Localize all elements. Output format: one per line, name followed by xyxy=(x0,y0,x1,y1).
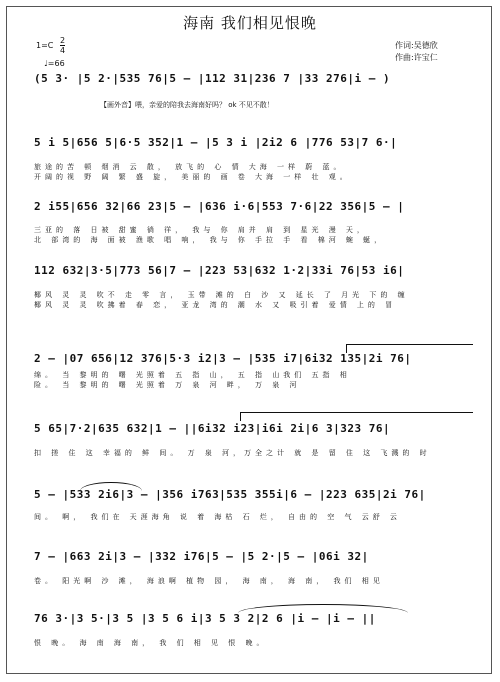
notation-line: 112 632|3·5|773 56|7 – |223 53|632 1·2|33i 76|53 i6| xyxy=(34,264,405,277)
tempo-marking: ♩=66 xyxy=(44,59,65,68)
lyric-line: 卷。 阳光啊 沙 滩， 海浪啊 植物 园， 海 南， 海 南， 我们 相见 xyxy=(34,577,384,585)
lyric-line: 绵。 当 黎明的 曙 光照着 五 指 山， 五 指 山我们 五指 相 xyxy=(34,371,351,379)
time-signature-bottom: 4 xyxy=(59,46,66,55)
key-signature: 1=C xyxy=(36,41,54,50)
volta-bracket xyxy=(240,412,473,421)
notation-line: 5 – |533 2i6|3 – |356 i763|535 355i|6 – |223 635|2i 76| xyxy=(34,488,426,501)
lyricist-credit: 作词:吴德欣 xyxy=(395,41,438,50)
lyric-line: 扣 搓 住 这 幸福的 鲜 间。 万 泉 河，万全之计 就 是 留 住 这 飞溅的 时 xyxy=(34,449,431,457)
credits xyxy=(395,40,438,64)
spoken-interlude: 【画外音】喂，亲爱的陪我去海南好吗？ ok 不见不散！ xyxy=(100,101,274,109)
lyric-line: 间。 啊， 我们在 天涯海角 说 着 海枯 石 烂， 自由的 空 气 云舒 云 xyxy=(34,513,401,521)
notation-line: 76 3·|3 5·|3 5 |3 5 6 i|3 5 3 2|2 6 |i – |i – || xyxy=(34,612,376,625)
lyric-line: 椰风 灵 灵 吹拂着 春 恋， 亚龙 湾的 潮 水 又 吸引着 爱情 上的 冒 xyxy=(34,301,397,309)
lyric-line: 三亚的 落 日被 甜蜜 徜 徉， 我与 你 肩并 肩 到 星光 漫 天， xyxy=(34,226,368,234)
song-title: 海南 我们相见恨晚 xyxy=(183,14,317,32)
time-signature xyxy=(60,36,65,55)
key-signature-block xyxy=(36,36,65,55)
notation-line: 2 i55|656 32|66 23|5 – |636 i·6|553 7·6|22 356|5 – | xyxy=(34,200,405,213)
lyric-line: 开阔的视 野 阔 繁 盛 旋， 美丽的 画 卷 大海 一样 壮 观。 xyxy=(34,173,351,181)
notation-line: 7 – |663 2i|3 – |332 i76|5 – |5 2·|5 – |06i 32| xyxy=(34,550,369,563)
lyric-line: 旅途的苦 顿 烟消 云 散， 放飞的 心 情 大海 一样 蔚 蓝。 xyxy=(34,163,345,171)
lyric-line: 北 部湾的 海 面被 渔歌 唱 响， 我与 你 手拉 手 看 棉河 蜿 蜒， xyxy=(34,236,386,244)
lyric-line: 险。 当 黎明的 曙 光照着 万 泉 河 畔， 万 泉 河 xyxy=(34,381,301,389)
lyric-line: 恨 晚。 海 南 海 南， 我 们 相 见 恨 晚。 xyxy=(34,639,268,647)
notation-line: (5 3· |5 2·|535 76|5 – |112 31|236 7 |33 276|i – ) xyxy=(34,72,391,85)
notation-line: 5 i 5|656 5|6·5 352|1 – |5 3 i |2i2 6 |776 53|7 6·| xyxy=(34,136,398,149)
notation-line: 5 65|7·2|635 632|1 – ||6i32 i23|i6i 2i|6 3|323 76| xyxy=(34,422,391,435)
time-signature-top: 2 xyxy=(59,36,66,45)
composer-credit: 作曲:许宝仁 xyxy=(395,53,438,62)
lyric-line: 椰风 灵 灵 吹不 走 零 言， 玉带 滩的 白 沙 又 延长 了 月光 下的 缠 xyxy=(34,291,409,299)
notation-line: 2 – |07 656|12 376|5·3 i2|3 – |535 i7|6i32 135|2i 76| xyxy=(34,352,412,365)
